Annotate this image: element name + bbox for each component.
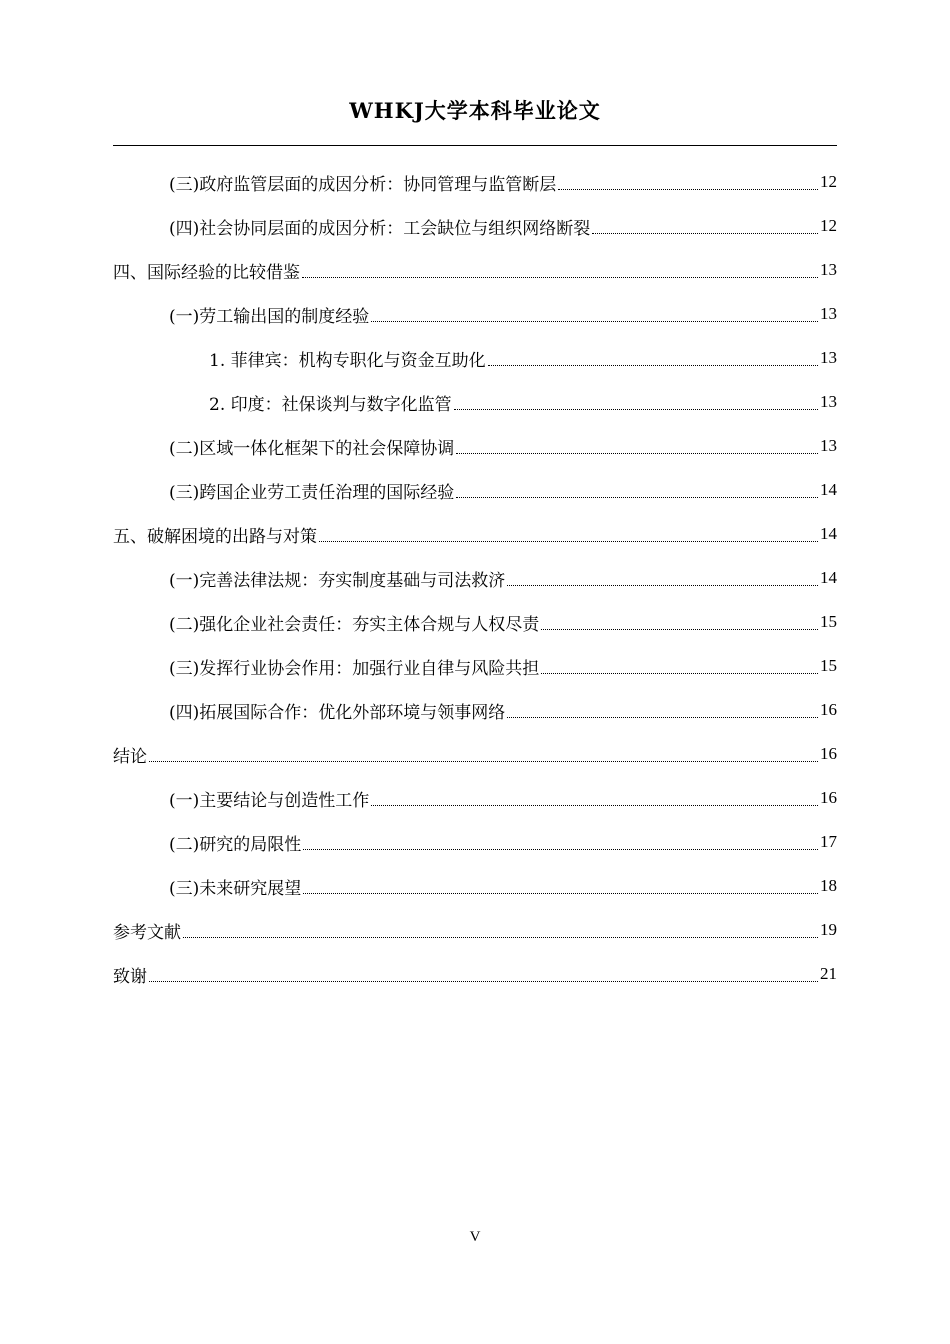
toc-entry-page: 13 [820,260,837,279]
toc-leader-dots [149,761,818,762]
toc-leader-dots [454,409,818,410]
toc-entry-page: 18 [820,876,837,895]
toc-entry-label: (三)政府监管层面的成因分析：协同管理与监管断层 [169,174,557,195]
toc-leader-dots [488,365,818,366]
toc-entry-label: 1. 菲律宾：机构专职化与资金互助化 [209,350,486,371]
toc-leader-dots [303,849,818,850]
toc-leader-dots [456,497,818,498]
toc-entry-page: 14 [820,480,837,499]
toc-entry-label: 致谢 [113,966,147,987]
toc-entry [113,864,837,908]
toc-entry-label: (四)拓展国际合作：优化外部环境与领事网络 [169,702,506,723]
toc-entry-label: 结论 [113,746,147,767]
toc-leader-dots [592,233,818,234]
toc-entry-label: 参考文献 [113,922,181,943]
toc-entry-label: (一)完善法律法规：夯实制度基础与司法救济 [169,570,506,591]
toc-entry-page: 19 [820,920,837,939]
toc-entry-label: (一)主要结论与创造性工作 [169,790,370,811]
toc-leader-dots [319,541,818,542]
toc-leader-dots [149,981,818,982]
toc-entry-label: (三)发挥行业协会作用：加强行业自律与风险共担 [169,658,540,679]
toc-entry [113,512,837,556]
toc-entry-page: 21 [820,964,837,983]
toc-leader-dots [371,805,818,806]
toc-entry [113,908,837,952]
toc-leader-dots [541,673,818,674]
toc-entry-label: 2. 印度：社保谈判与数字化监管 [209,394,452,415]
toc-leader-dots [456,453,818,454]
toc-entry-page: 13 [820,392,837,411]
toc-entry-label: (一)劳工输出国的制度经验 [169,306,370,327]
toc-entry-page: 17 [820,832,837,851]
toc-entry [113,336,837,380]
toc-entry-page: 16 [820,744,837,763]
toc-entry [113,248,837,292]
toc-leader-dots [302,277,818,278]
toc-entry [113,468,837,512]
toc-entry-page: 12 [820,216,837,235]
table-of-contents [113,160,837,996]
toc-entry-label: (三)未来研究展望 [169,878,302,899]
toc-entry [113,732,837,776]
toc-leader-dots [303,893,818,894]
toc-entry-label: (三)跨国企业劳工责任治理的国际经验 [169,482,455,503]
toc-leader-dots [371,321,818,322]
toc-entry [113,380,837,424]
toc-entry [113,688,837,732]
toc-entry [113,204,837,248]
toc-entry-page: 14 [820,568,837,587]
toc-entry-page: 16 [820,788,837,807]
toc-entry-label: (四)社会协同层面的成因分析：工会缺位与组织网络断裂 [169,218,591,239]
toc-entry-label: 五、破解困境的出路与对策 [113,526,317,547]
toc-entry-page: 13 [820,348,837,367]
toc-leader-dots [183,937,818,938]
toc-entry [113,776,837,820]
header-rule [113,145,837,146]
toc-entry [113,600,837,644]
toc-entry-page: 14 [820,524,837,543]
toc-entry-page: 15 [820,656,837,675]
toc-entry [113,952,837,996]
toc-leader-dots [507,717,818,718]
toc-entry [113,424,837,468]
toc-leader-dots [541,629,818,630]
toc-entry-page: 12 [820,172,837,191]
toc-entry [113,644,837,688]
toc-entry [113,820,837,864]
toc-entry-page: 16 [820,700,837,719]
toc-entry [113,160,837,204]
toc-entry [113,292,837,336]
toc-entry [113,556,837,600]
toc-entry-page: 15 [820,612,837,631]
toc-entry-label: 四、国际经验的比较借鉴 [113,262,300,283]
toc-entry-label: (二)研究的局限性 [169,834,302,855]
toc-leader-dots [507,585,818,586]
running-header: WHKJ大学本科毕业论文 [349,98,601,123]
toc-entry-label: (二)强化企业社会责任：夯实主体合规与人权尽责 [169,614,540,635]
toc-leader-dots [558,189,818,190]
toc-entry-page: 13 [820,436,837,455]
toc-entry-label: (二)区域一体化框架下的社会保障协调 [169,438,455,459]
toc-entry-page: 13 [820,304,837,323]
page-number: V [469,1229,481,1245]
